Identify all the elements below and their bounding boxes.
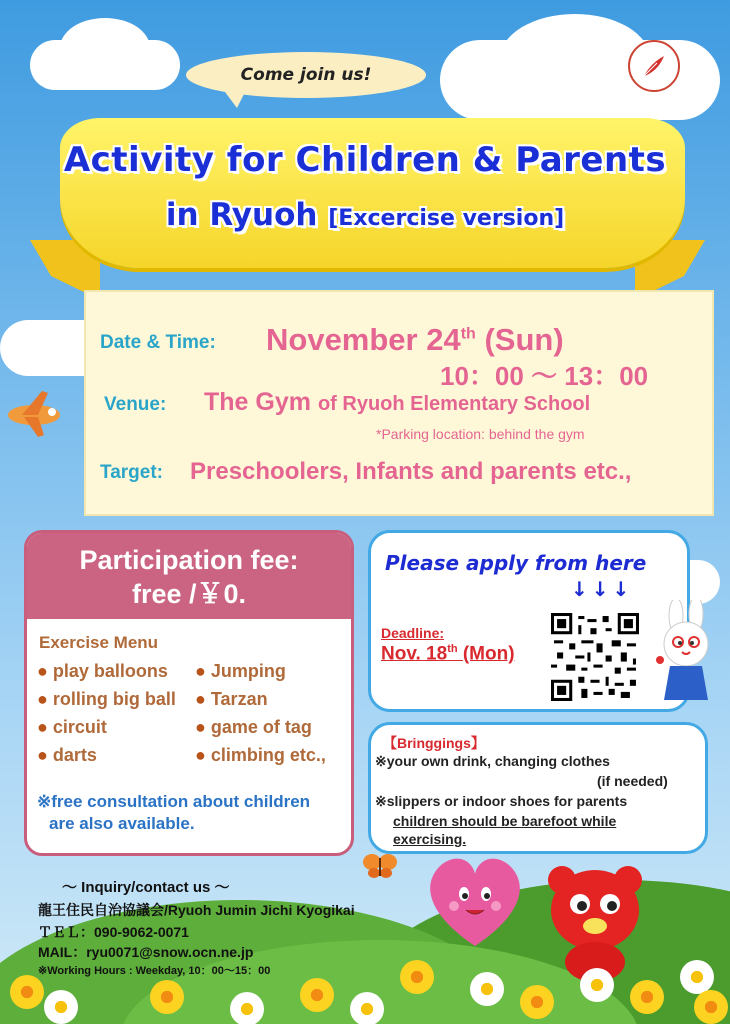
flower: [230, 992, 264, 1024]
menu-item: ● climbing etc.,: [195, 745, 326, 765]
flower: [470, 972, 504, 1006]
contact-phone[interactable]: ＴＥＬ：090-9062-0071: [38, 924, 189, 940]
page-title: Activity for Children & Parents: [63, 140, 667, 180]
menu-item: ● darts: [37, 745, 97, 765]
bubble-tail: [225, 92, 245, 108]
flower: [630, 980, 664, 1014]
menu-item: ● Jumping: [195, 661, 286, 681]
airplane-icon: [2, 385, 72, 449]
target-value: Preschoolers, Infants and parents etc.,: [190, 458, 632, 485]
qr-code[interactable]: [551, 613, 639, 701]
menu-item: ● circuit: [37, 717, 107, 737]
bringings-box: [368, 722, 708, 854]
menu-item: ● play balloons: [37, 661, 168, 681]
deadline-label: Deadline:: [381, 625, 445, 641]
butterfly-icon: [362, 852, 398, 884]
feather-icon: [639, 51, 669, 81]
contact-organization: 龍王住民自治協議会/Ryuoh Jumin Jichi Kyogikai: [38, 902, 355, 918]
flower: [400, 960, 434, 994]
date-label: Date & Time:: [100, 332, 216, 353]
menu-item: ● rolling big ball: [37, 689, 176, 709]
cloud-top-right-puff: [500, 14, 650, 104]
menu-item: ● Tarzan: [195, 689, 268, 709]
flower: [350, 992, 384, 1024]
time-value: 10：00 ～ 13：00: [440, 361, 649, 391]
fee-and-menu-box: [24, 530, 354, 856]
apply-title: Please apply from here: [385, 551, 647, 575]
menu-title: Exercise Menu: [39, 633, 159, 652]
page-subtitle: [0, 197, 730, 233]
fee-value: free /￥0.: [131, 579, 247, 609]
flower: [520, 985, 554, 1019]
down-arrows-icon: ↓↓↓: [571, 577, 634, 601]
bunny-mascot: [652, 600, 724, 712]
deadline-value: Nov. 18th (Mon): [381, 643, 515, 665]
fee-title: Participation fee:: [79, 545, 299, 575]
venue-value: The Gym of Ryuoh Elementary School: [204, 388, 591, 416]
date-value: November 24th (Sun): [266, 322, 564, 357]
apply-box: [368, 530, 690, 712]
parking-note: *Parking location: behind the gym: [376, 426, 585, 442]
flower: [10, 975, 44, 1009]
menu-item: ● game of tag: [195, 717, 312, 737]
target-label: Target:: [100, 462, 163, 483]
bringings-line: ※slippers or indoor shoes for parents: [375, 793, 628, 809]
contact-heading: ～ Inquiry/contact us ～: [62, 879, 230, 896]
flower: [694, 990, 728, 1024]
flower: [300, 978, 334, 1012]
bringings-title: 【Bringgings】: [383, 735, 485, 751]
event-info-box: [84, 290, 714, 516]
fee-header: [27, 533, 351, 619]
come-join-bubble: Come join us!: [186, 52, 426, 98]
flower: [580, 968, 614, 1002]
contact-email[interactable]: MAIL：ryu0071@snow.ocn.ne.jp: [38, 944, 254, 960]
cloud-top-left-puff: [60, 18, 150, 78]
subtitle-main: in Ryuoh: [165, 197, 318, 233]
flower: [680, 960, 714, 994]
bringings-line: exercising.: [393, 831, 467, 847]
consultation-note: ※free consultation about children are also available.: [37, 792, 311, 833]
flower: [44, 990, 78, 1024]
seal-logo: [628, 40, 680, 92]
venue-label: Venue:: [104, 394, 167, 415]
bringings-line: children should be barefoot while: [393, 813, 617, 829]
bringings-line: (if needed): [597, 773, 668, 789]
subtitle-version: [Excercise version]: [328, 206, 565, 231]
bringings-line: ※your own drink, changing clothes: [375, 753, 610, 769]
contact-hours: ※Working Hours : Weekday, 10：00～15：00: [38, 965, 271, 977]
flower: [150, 980, 184, 1014]
heart-mascot: [420, 846, 530, 960]
